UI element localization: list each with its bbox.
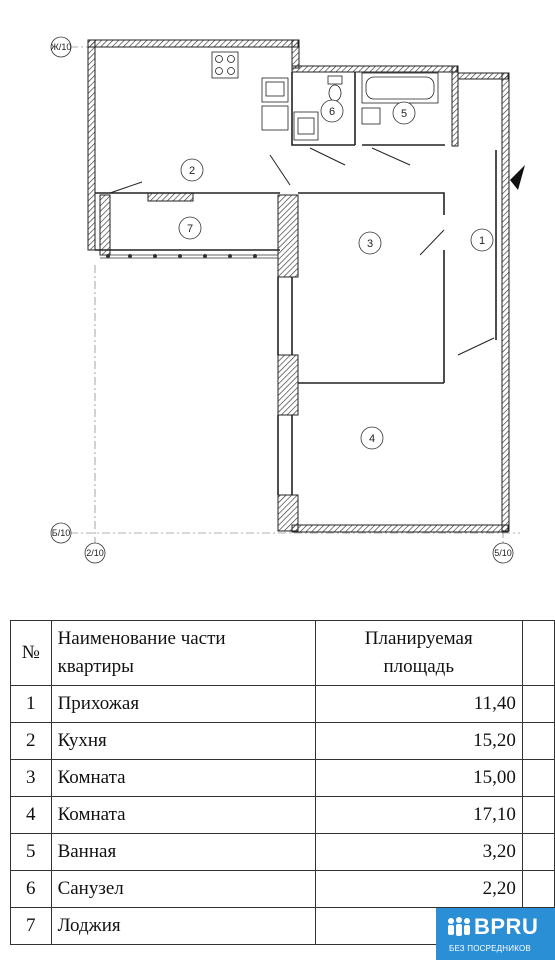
row-area: 17,10 xyxy=(315,797,522,834)
row-name: Кухня xyxy=(51,723,315,760)
row-num: 6 xyxy=(11,871,52,908)
row-extra xyxy=(522,760,554,797)
header-name xyxy=(51,621,315,686)
row-num: 5 xyxy=(11,834,52,871)
washbasin-icon xyxy=(362,108,380,124)
row-num: 4 xyxy=(11,797,52,834)
header-area-line1: Планируемая xyxy=(364,628,473,649)
svg-text:1: 1 xyxy=(478,235,486,247)
axis-marker-col-left xyxy=(85,543,105,563)
row-num: 2 xyxy=(11,723,52,760)
header-extra xyxy=(522,621,554,686)
room-label-2 xyxy=(181,159,203,181)
svg-text:2: 2 xyxy=(188,165,196,177)
axis-marker-col-right xyxy=(493,543,513,563)
svg-text:5/10: 5/10 xyxy=(494,548,512,558)
row-area: 15,00 xyxy=(315,760,522,797)
table-row xyxy=(11,834,555,871)
bpru-badge[interactable] xyxy=(436,908,555,960)
header-name-line2: квартиры xyxy=(57,656,134,677)
row-area: 11,40 xyxy=(315,686,522,723)
svg-text:3: 3 xyxy=(366,238,374,250)
table-row xyxy=(11,760,555,797)
svg-text:Ж/10: Ж/10 xyxy=(50,42,72,52)
row-name: Комната xyxy=(51,760,315,797)
svg-text:7: 7 xyxy=(186,223,194,235)
row-extra xyxy=(522,686,554,723)
door-swings xyxy=(110,148,494,355)
stove-icon xyxy=(212,52,238,78)
row-area: 15,20 xyxy=(315,723,522,760)
row-name: Лоджия xyxy=(51,908,315,945)
table-row xyxy=(11,686,555,723)
room-label-6 xyxy=(321,100,343,122)
entrance-arrow-icon xyxy=(510,165,525,190)
row-num: 3 xyxy=(11,760,52,797)
badge-brand: BPRU xyxy=(474,914,539,939)
row-num: 7 xyxy=(11,908,52,945)
room-label-1 xyxy=(471,229,493,251)
row-area: 2,20 xyxy=(315,871,522,908)
svg-text:Б/10: Б/10 xyxy=(51,528,71,538)
room-label-5 xyxy=(393,102,415,124)
fridge-icon xyxy=(262,106,288,130)
header-name-line1: Наименование части xyxy=(57,628,226,649)
row-name: Прихожая xyxy=(51,686,315,723)
table-row xyxy=(11,797,555,834)
room-label-7 xyxy=(179,217,201,239)
axis-marker-top-left xyxy=(51,37,72,57)
header-area-line2: площадь xyxy=(383,656,455,677)
row-extra xyxy=(522,834,554,871)
row-name: Санузел xyxy=(51,871,315,908)
svg-text:5: 5 xyxy=(400,108,408,120)
header-num: № xyxy=(11,621,52,686)
room-label-4 xyxy=(361,427,383,449)
area-table xyxy=(10,620,555,945)
bathtub-icon xyxy=(362,73,438,103)
table-row xyxy=(11,723,555,760)
washer-icon xyxy=(294,112,318,140)
people-icon xyxy=(446,916,472,938)
header-area xyxy=(315,621,522,686)
row-name: Комната xyxy=(51,797,315,834)
row-num: 1 xyxy=(11,686,52,723)
room-label-3 xyxy=(359,232,381,254)
row-extra xyxy=(522,723,554,760)
svg-text:4: 4 xyxy=(368,433,376,445)
svg-text:2/10: 2/10 xyxy=(86,548,104,558)
row-extra xyxy=(522,871,554,908)
toilet-icon xyxy=(328,76,342,101)
badge-tagline: БЕЗ ПОСРЕДНИКОВ xyxy=(449,944,531,953)
axis-marker-bottom-left xyxy=(51,523,71,543)
row-name: Ванная xyxy=(51,834,315,871)
sink-icon xyxy=(262,78,288,102)
table-row xyxy=(11,871,555,908)
row-extra xyxy=(522,797,554,834)
table-header-row xyxy=(11,621,555,686)
loggia-glazing xyxy=(100,254,278,258)
row-area: 3,20 xyxy=(315,834,522,871)
svg-text:6: 6 xyxy=(328,106,336,118)
